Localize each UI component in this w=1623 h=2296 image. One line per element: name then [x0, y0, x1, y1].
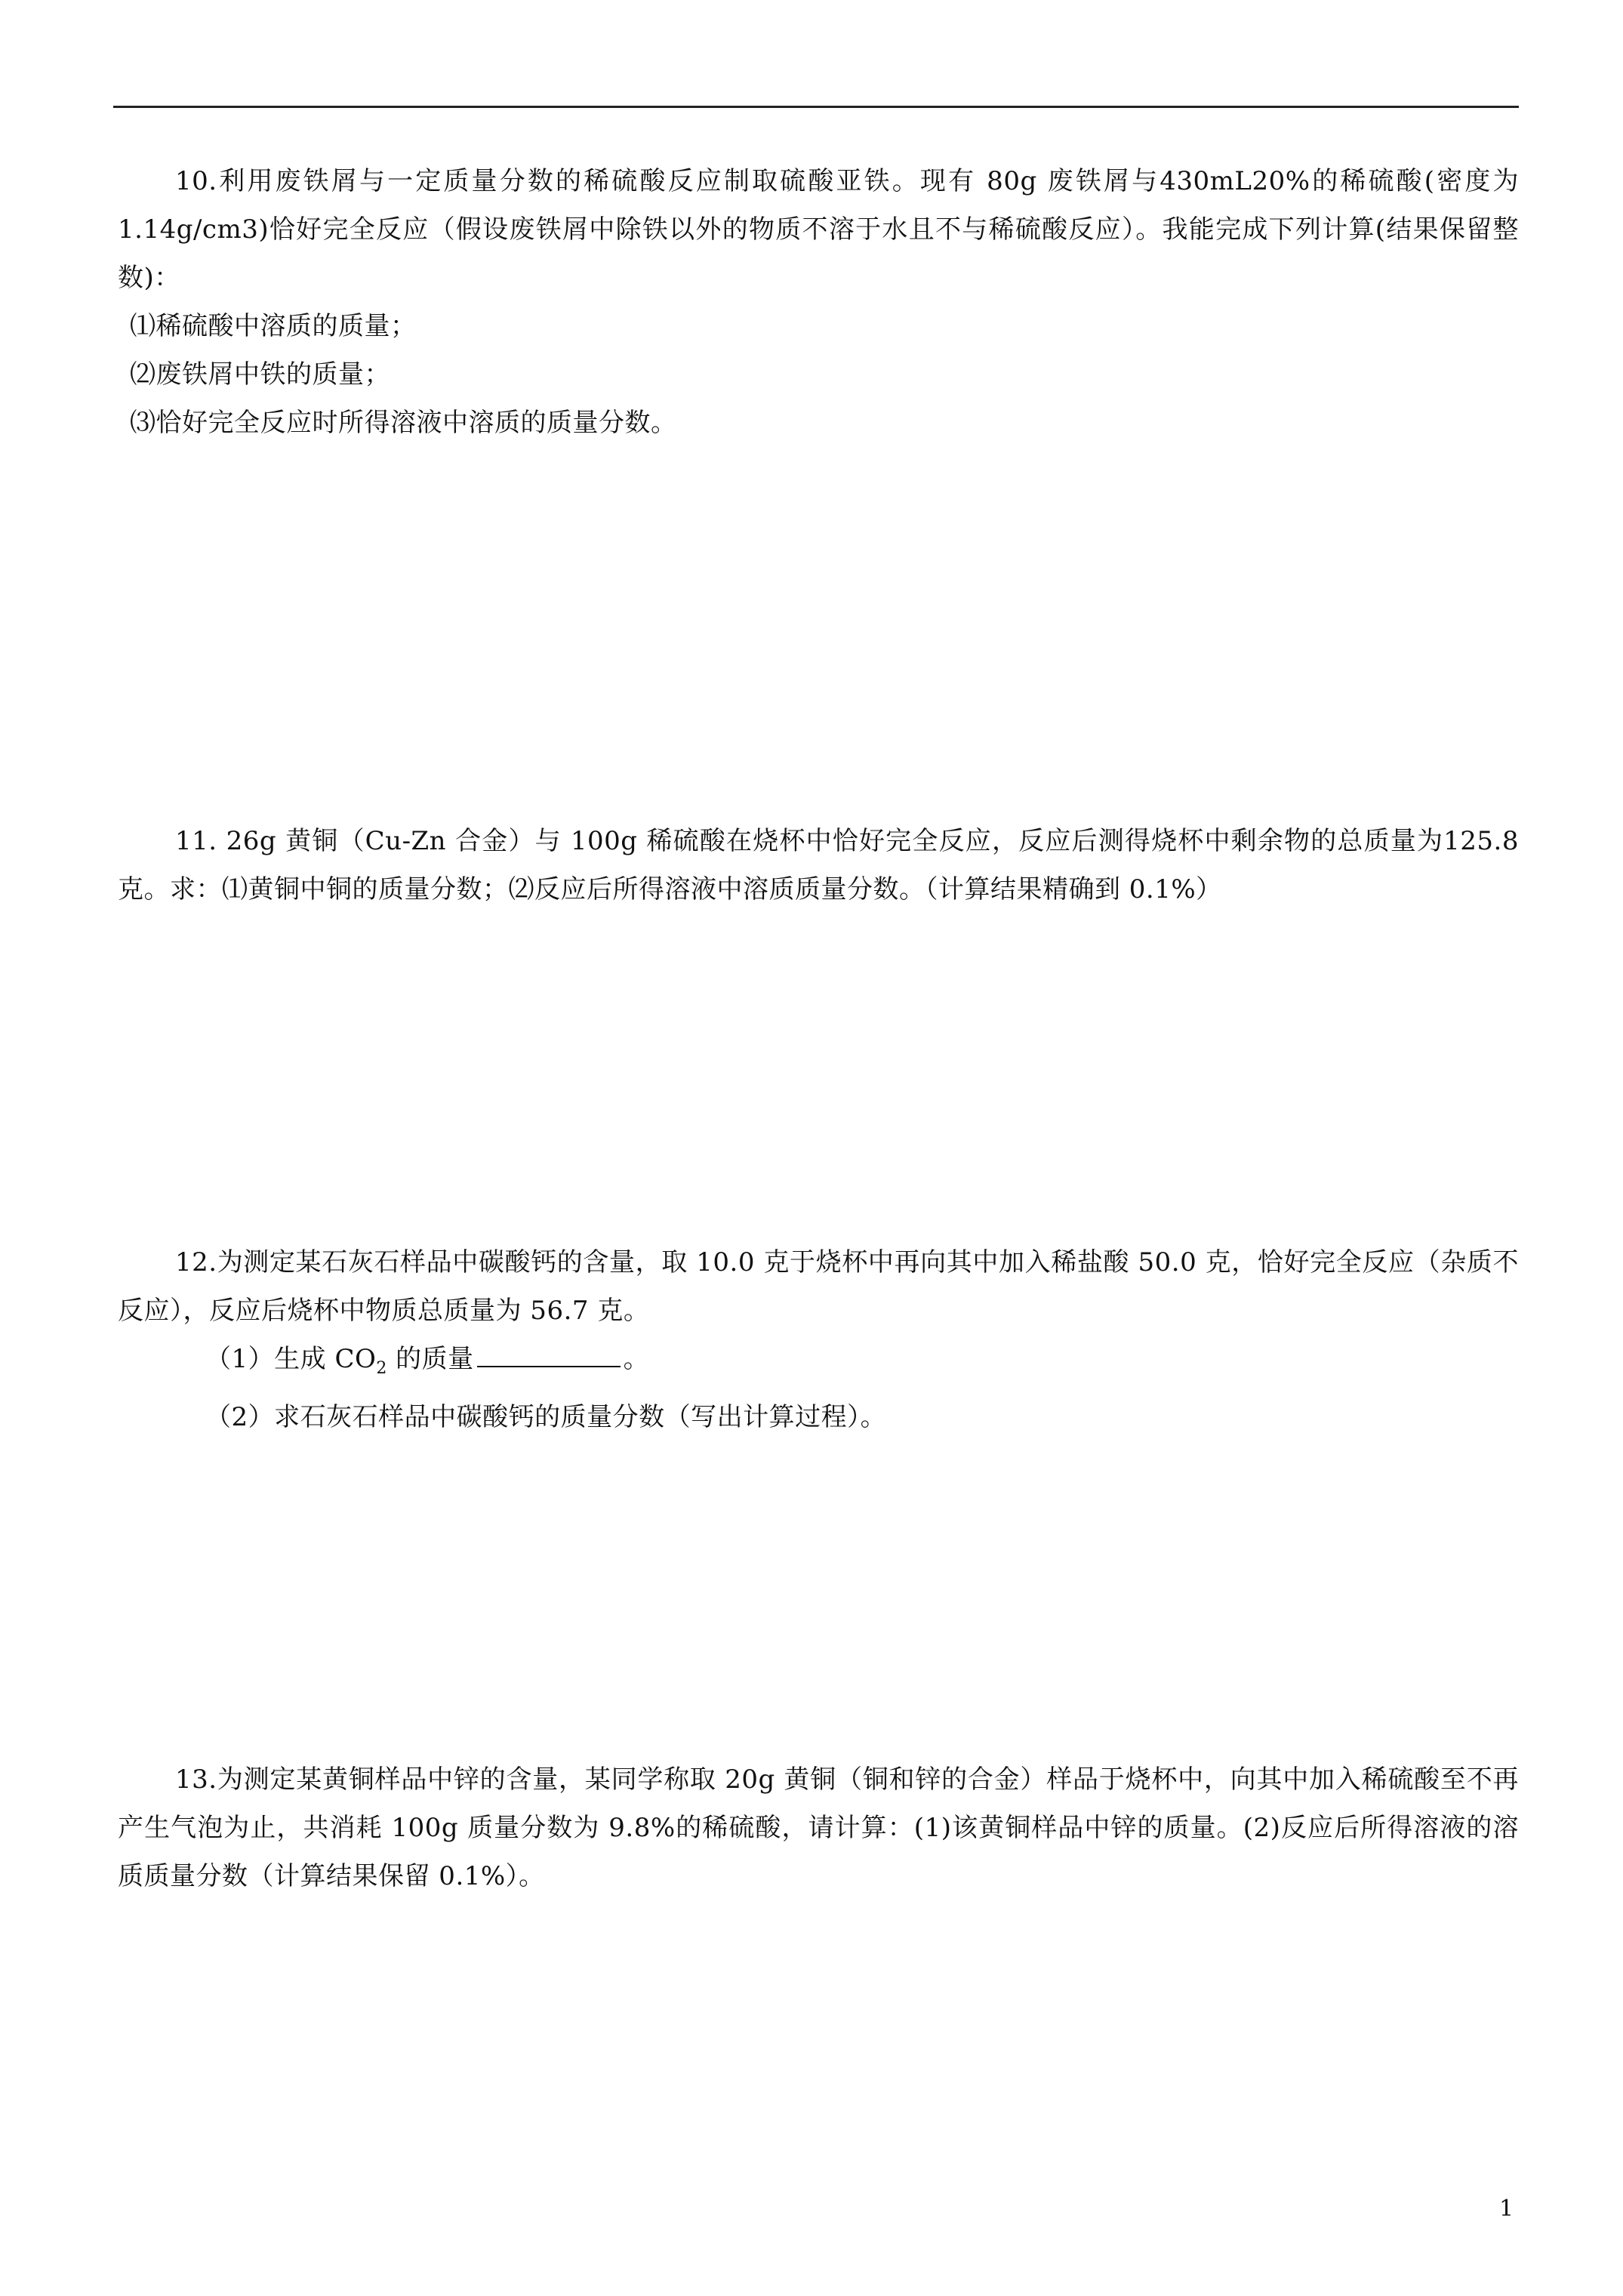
question-11 — [118, 817, 1519, 914]
question-13 — [118, 1755, 1519, 1900]
question-13-stem: 13.为测定某黄铜样品中锌的含量，某同学称取 20g 黄铜（铜和锌的合金）样品于烧杯中，向其中加入稀硫酸至不再产生气泡为止，共消耗 100g 质量分数为 9.8%的稀硫酸，请计算：(1)该黄铜样品中锌的质量。(2)反应后所得溶液的溶质质量分数（计算结果保留 0.1%）。 — [118, 1764, 1519, 1891]
answer-blank[interactable] — [477, 1340, 621, 1367]
question-10-stem: 10.利用废铁屑与一定质量分数的稀硫酸反应制取硫酸亚铁。现有 80g 废铁屑与430mL20%的稀硫酸(密度为1.14g/cm3)恰好完全反应（假设废铁屑中除铁以外的物质不溶于水且不与稀硫酸反应）。我能完成下列计算(结果保留整数)： — [118, 166, 1519, 293]
question-10-sub-1: ⑴稀硫酸中溶质的质量； — [130, 311, 417, 341]
header-rule — [113, 106, 1519, 108]
question-10-sub-2: ⑵废铁屑中铁的质量； — [130, 359, 390, 390]
page-number: 1 — [1499, 2196, 1514, 2222]
question-11-stem: 11. 26g 黄铜（Cu-Zn 合金）与 100g 稀硫酸在烧杯中恰好完全反应，反应后测得烧杯中剩余物的总质量为125.8 克。求：⑴黄铜中铜的质量分数；⑵反应后所得溶液中溶质质量分数。（计算结果精确到 0.1%） — [118, 826, 1519, 905]
question-12-sub-1-text: 的质量 — [387, 1344, 474, 1374]
question-12-sub-1 — [118, 1335, 1519, 1393]
co2-subscript: 2 — [376, 1358, 387, 1378]
question-12 — [118, 1238, 1519, 1441]
question-12-stem: 12.为测定某石灰石样品中碳酸钙的含量，取 10.0 克于烧杯中再向其中加入稀盐酸 50.0 克，恰好完全反应（杂质不反应），反应后烧杯中物质总质量为 56.7 克。 — [118, 1247, 1519, 1326]
question-10-sub-3: ⑶恰好完全反应时所得溶液中溶质的质量分数。 — [130, 408, 677, 438]
question-12-sub-2: （2）求石灰石样品中碳酸钙的质量分数（写出计算过程）。 — [205, 1401, 887, 1432]
question-12-sub-1-prefix: （1）生成 CO — [205, 1344, 377, 1374]
question-12-sub-1-end: 。 — [623, 1344, 650, 1374]
question-10 — [118, 157, 1519, 447]
